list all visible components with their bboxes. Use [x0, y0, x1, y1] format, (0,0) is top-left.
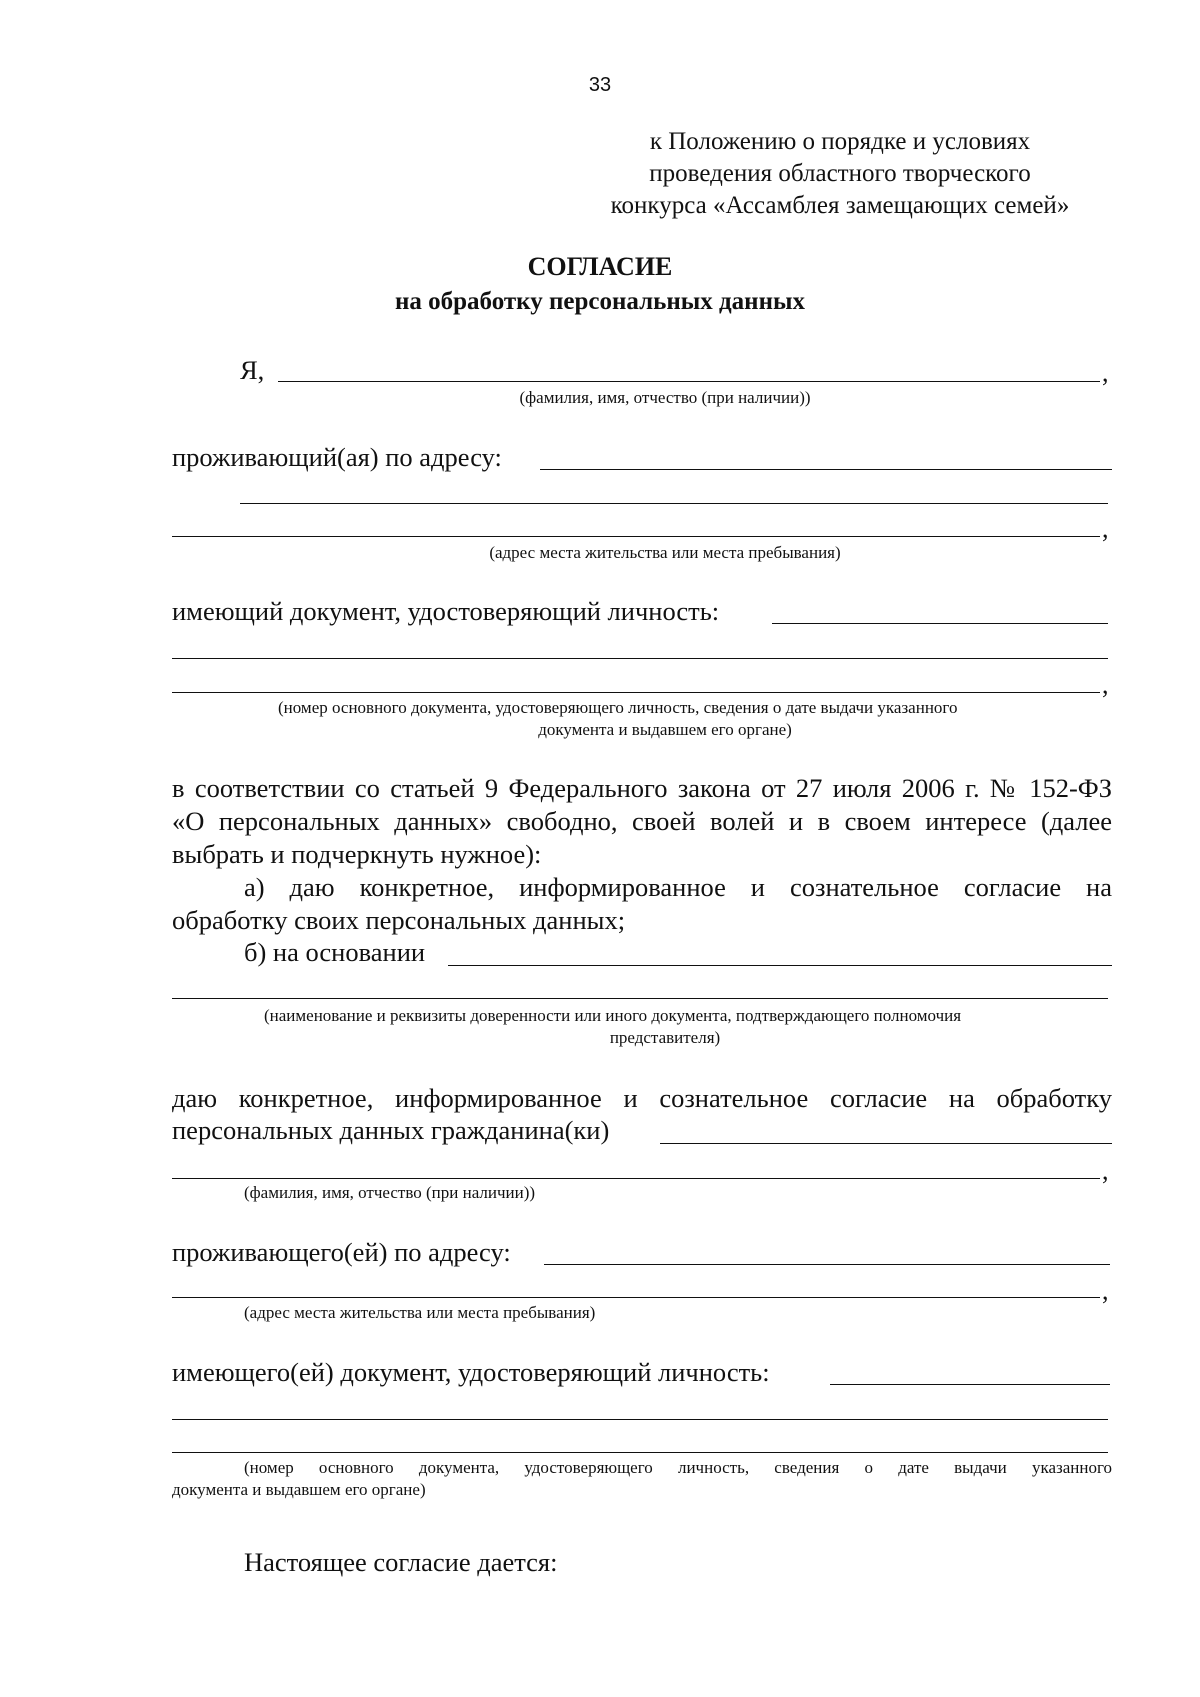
fio-caption: (фамилия, имя, отчество (при наличии)): [519, 388, 811, 407]
address-label: проживающий(ая) по адресу:: [172, 442, 502, 472]
comma: ,: [1102, 1276, 1109, 1305]
option-b-caption-line-2: представителя): [609, 1028, 721, 1047]
option-b-field-line-1[interactable]: [448, 965, 1112, 966]
representative-paragraph-line-1: даю конкретное, информированное и сознательное согласие на обработку: [172, 1083, 1112, 1113]
comma: ,: [1102, 670, 1109, 699]
fio-field-line[interactable]: [278, 381, 1100, 382]
comma: ,: [1102, 1156, 1109, 1185]
option-b-label: б) на основании: [244, 937, 426, 967]
consent-paragraph-line-1: в соответствии со статьей 9 Федерального закона от 27 июля 2006 г. № 152-ФЗ: [172, 773, 1112, 803]
i-label: Я,: [240, 355, 265, 385]
appendix-line-1: к Положению о порядке и условиях: [649, 128, 1031, 155]
representative-address-field-line-1[interactable]: [544, 1264, 1110, 1265]
representative-address-caption: (адрес места жительства или места пребывания): [244, 1303, 596, 1322]
appendix-line-3: конкурса «Ассамблея замещающих семей»: [610, 192, 1070, 219]
consent-paragraph-line-3: выбрать и подчеркнуть нужное):: [172, 839, 542, 869]
representative-fio-field-line-1[interactable]: [660, 1143, 1112, 1144]
document-field-line-3[interactable]: [172, 692, 1100, 693]
representative-document-caption-line-2: документа и выдавшем его органе): [172, 1480, 426, 1499]
appendix-reference: [560, 126, 1120, 222]
representative-address-label: проживающего(ей) по адресу:: [172, 1237, 511, 1267]
representative-document-caption-line-1: (номер основного документа, удостоверяющего личность, сведения о дате выдачи указанного: [244, 1458, 1112, 1477]
address-field-line-3[interactable]: [172, 536, 1100, 537]
option-a-line-1: а) даю конкретное, информированное и сознательное согласие на: [244, 872, 1112, 902]
representative-fio-caption: (фамилия, имя, отчество (при наличии)): [244, 1183, 536, 1202]
address-field-line-1[interactable]: [540, 469, 1112, 470]
document-subtitle: на обработку персональных данных: [395, 288, 805, 315]
representative-document-field-line-2[interactable]: [172, 1419, 1108, 1420]
representative-document-label: имеющего(ей) документ, удостоверяющий личность:: [172, 1357, 770, 1387]
representative-document-field-line-3[interactable]: [172, 1452, 1108, 1453]
address-caption: (адрес места жительства или места пребывания): [489, 543, 841, 562]
document-label: имеющий документ, удостоверяющий личность:: [172, 596, 720, 626]
document-field-line-1[interactable]: [772, 623, 1108, 624]
consent-paragraph-line-2: «О персональных данных» свободно, своей волей и в своем интересе (далее: [172, 806, 1112, 836]
address-field-line-2[interactable]: [240, 503, 1108, 504]
document-caption-line-1: (номер основного документа, удостоверяющего личность, сведения о дате выдачи указанного: [278, 698, 958, 717]
closing-text: Настоящее согласие дается:: [244, 1547, 558, 1577]
representative-fio-field-line-2[interactable]: [172, 1178, 1100, 1179]
representative-address-field-line-2[interactable]: [172, 1297, 1100, 1298]
option-b-caption-line-1: (наименование и реквизиты доверенности или иного документа, подтверждающего полномочия: [264, 1006, 962, 1025]
page-number: 33: [588, 74, 612, 96]
appendix-line-2: проведения областного творческого: [649, 160, 1031, 187]
document-field-line-2[interactable]: [172, 658, 1108, 659]
option-a-line-2: обработку своих персональных данных;: [172, 905, 626, 935]
comma: ,: [1102, 514, 1109, 543]
comma: ,: [1102, 358, 1109, 387]
option-b-field-line-2[interactable]: [172, 998, 1108, 999]
document-title: СОГЛАСИЕ: [527, 252, 673, 281]
representative-paragraph-line-2: персональных данных гражданина(ки): [172, 1115, 610, 1145]
document-caption-line-2: документа и выдавшем его органе): [538, 720, 792, 739]
representative-document-field-line-1[interactable]: [830, 1384, 1110, 1385]
